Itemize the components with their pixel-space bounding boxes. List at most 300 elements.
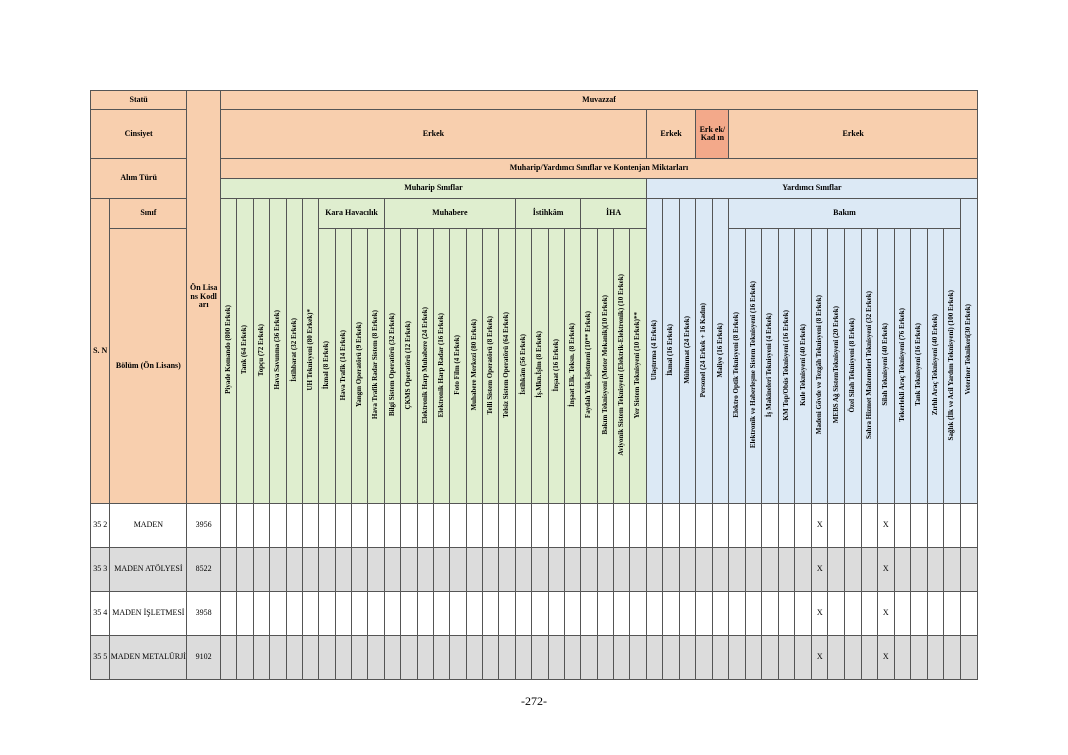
row-cell xyxy=(384,592,400,636)
recruitment-table xyxy=(90,90,978,680)
row-cell xyxy=(466,636,482,680)
row-cell xyxy=(679,592,696,636)
column-header-label: Muhabere Merkezi (80 Erkek) xyxy=(469,319,478,411)
row-cell xyxy=(597,636,613,680)
row-cell xyxy=(696,592,713,636)
column-header xyxy=(450,229,466,504)
row-cell xyxy=(417,636,433,680)
row-cell xyxy=(335,504,351,548)
muvazzaf-header: Muvazzaf xyxy=(221,91,978,110)
row-cell xyxy=(646,592,663,636)
row-cell xyxy=(696,636,713,680)
column-header-label: Veteriner Teknikeri(30 Erkek) xyxy=(964,304,973,396)
row-mark: X xyxy=(811,592,828,636)
row-cell xyxy=(515,592,531,636)
row-cell xyxy=(499,548,515,592)
column-header xyxy=(270,199,286,504)
row-cell xyxy=(696,548,713,592)
page-number: -272- xyxy=(521,694,547,708)
row-bolum: MADEN xyxy=(110,504,187,548)
row-cell xyxy=(368,548,384,592)
row-cell xyxy=(861,636,878,680)
row-cell xyxy=(237,548,253,592)
row-cell xyxy=(944,548,961,592)
column-header-label: İstihbarat (32 Erkek) xyxy=(289,317,298,382)
row-cell xyxy=(944,592,961,636)
sinif-label: Sınıf xyxy=(110,199,187,229)
row-cell xyxy=(433,548,449,592)
row-cell xyxy=(663,636,680,680)
row-cell xyxy=(630,548,646,592)
row-cell xyxy=(417,504,433,548)
column-header xyxy=(646,199,663,504)
column-header xyxy=(515,229,531,504)
row-cell xyxy=(548,548,564,592)
row-cell xyxy=(927,592,944,636)
column-header-label: Maliye (16 Erkek) xyxy=(715,322,724,378)
row-cell xyxy=(564,548,580,592)
muharip-siniflar-header: Muharip Sınıflar xyxy=(221,179,647,199)
row-cell xyxy=(302,592,318,636)
row-cell xyxy=(564,504,580,548)
column-header xyxy=(729,229,746,504)
column-header-label: Topçu (72 Erkek) xyxy=(256,323,265,376)
column-header xyxy=(401,229,417,504)
column-header xyxy=(712,199,729,504)
row-cell xyxy=(663,592,680,636)
row-cell xyxy=(237,636,253,680)
row-cell xyxy=(828,592,845,636)
column-header xyxy=(237,199,253,504)
column-header xyxy=(630,229,646,504)
row-cell xyxy=(614,636,630,680)
column-header-label: KM Top/Obüs Teknisyeni (16 Erkek) xyxy=(782,309,790,421)
row-cell xyxy=(663,504,680,548)
column-header-label: Yer Sistem Teknisyeni (10 Erkek)** xyxy=(633,311,642,419)
column-header-label: Ulaştırma (4 Erkek) xyxy=(649,319,658,380)
column-header-label: İkmal (16 Erkek) xyxy=(666,323,675,376)
row-cell xyxy=(253,504,269,548)
column-header xyxy=(352,229,368,504)
row-cell xyxy=(270,636,286,680)
row-cell xyxy=(401,592,417,636)
row-cell xyxy=(417,592,433,636)
column-header xyxy=(499,229,515,504)
row-cell xyxy=(253,592,269,636)
column-header xyxy=(663,199,680,504)
yardimci-siniflar-header: Yardımcı Sınıflar xyxy=(646,179,977,199)
column-header xyxy=(384,229,400,504)
row-cell xyxy=(483,504,499,548)
column-header-label: Bakım Teknisyeni (Motor Mekanik)(10 Erkek) xyxy=(600,295,609,435)
row-cell xyxy=(762,592,779,636)
column-header-label: İş Makineleri Teknisyeni (4 Erkek) xyxy=(765,312,774,417)
row-cell xyxy=(762,636,779,680)
row-cell xyxy=(532,504,548,548)
column-header-label: Tank (64 Erkek) xyxy=(240,325,249,375)
row-cell xyxy=(286,636,302,680)
column-header xyxy=(532,229,548,504)
column-header xyxy=(960,199,977,504)
row-mark: X xyxy=(878,504,895,548)
row-cell xyxy=(319,504,335,548)
row-cell xyxy=(630,504,646,548)
column-header-label: İkmal (8 Erkek) xyxy=(322,340,331,389)
row-cell xyxy=(646,504,663,548)
row-cell xyxy=(762,504,779,548)
row-cell xyxy=(564,636,580,680)
row-cell xyxy=(778,548,795,592)
row-cell xyxy=(401,504,417,548)
row-cell xyxy=(401,636,417,680)
row-cell xyxy=(368,504,384,548)
column-header-label: Kule Teknisyeni (40 Erkek) xyxy=(798,323,807,406)
row-cell xyxy=(795,636,812,680)
column-header-label: MEBS Ağ SistemTeknisyeni (20 Erkek) xyxy=(831,306,840,424)
table-row xyxy=(91,636,978,680)
row-cell xyxy=(729,504,746,548)
row-cell xyxy=(581,592,597,636)
row-cell xyxy=(499,504,515,548)
column-header-label: Özel Silah Teknisyeni (8 Erkek) xyxy=(848,317,857,413)
row-kod: 3958 xyxy=(187,592,221,636)
column-header xyxy=(597,229,613,504)
column-header xyxy=(795,229,812,504)
cinsiyet-erkek-1: Erkek xyxy=(221,110,647,159)
row-cell xyxy=(515,504,531,548)
row-cell xyxy=(417,548,433,592)
row-cell xyxy=(614,592,630,636)
muhabere-header: Muhabere xyxy=(384,199,515,229)
table-row xyxy=(91,548,978,592)
row-cell xyxy=(466,592,482,636)
row-cell xyxy=(762,548,779,592)
column-header-label: Yangın Operatörü (9 Erkek) xyxy=(355,322,364,408)
row-cell xyxy=(515,548,531,592)
row-cell xyxy=(597,548,613,592)
row-cell xyxy=(335,592,351,636)
row-cell xyxy=(729,592,746,636)
row-cell xyxy=(745,504,762,548)
bolum-header: Bölüm (Ön Lisans) xyxy=(110,229,187,504)
row-cell xyxy=(319,548,335,592)
row-cell xyxy=(302,548,318,592)
cinsiyet-label: Cinsiyet xyxy=(91,110,187,159)
row-bolum: MADEN ATÖLYESİ xyxy=(110,548,187,592)
column-header-label: Elektronik Harp Muhabere (24 Erkek) xyxy=(420,306,429,424)
row-cell xyxy=(646,548,663,592)
column-header xyxy=(811,229,828,504)
row-mark: X xyxy=(811,548,828,592)
row-mark: X xyxy=(878,592,895,636)
row-cell xyxy=(663,548,680,592)
row-cell xyxy=(483,548,499,592)
row-cell xyxy=(302,636,318,680)
row-cell xyxy=(483,636,499,680)
column-header-label: Aviyonik Sistem Teknisyeni (Elektrik-Elektronik) (10 Erkek) xyxy=(617,274,626,456)
row-cell xyxy=(795,548,812,592)
table-row xyxy=(91,592,978,636)
column-header xyxy=(564,229,580,504)
row-cell xyxy=(548,504,564,548)
row-cell xyxy=(861,548,878,592)
row-cell xyxy=(302,504,318,548)
row-kod: 9102 xyxy=(187,636,221,680)
column-header xyxy=(483,229,499,504)
row-cell xyxy=(894,592,911,636)
row-mark: X xyxy=(811,636,828,680)
row-cell xyxy=(352,548,368,592)
table-row xyxy=(91,504,978,548)
kara-havacilik-header: Kara Havacılık xyxy=(319,199,385,229)
row-cell xyxy=(384,548,400,592)
row-cell xyxy=(564,592,580,636)
row-cell xyxy=(927,636,944,680)
row-cell xyxy=(944,636,961,680)
column-header xyxy=(844,229,861,504)
column-header xyxy=(548,229,564,504)
column-header xyxy=(302,199,318,504)
row-cell xyxy=(433,636,449,680)
row-cell xyxy=(729,548,746,592)
row-cell xyxy=(581,504,597,548)
row-cell xyxy=(795,504,812,548)
column-header-label: Sahra Hizmet Malzemeleri Teknisyeni (32 Erkek) xyxy=(864,290,873,439)
column-header xyxy=(581,229,597,504)
row-cell xyxy=(828,504,845,548)
row-bolum: MADEN İŞLETMESİ xyxy=(110,592,187,636)
row-cell xyxy=(433,592,449,636)
row-cell xyxy=(795,592,812,636)
row-cell xyxy=(960,548,977,592)
column-header-label: Piyade Komando (800 Erkek) xyxy=(224,305,233,395)
column-header xyxy=(253,199,269,504)
row-cell xyxy=(450,504,466,548)
row-cell xyxy=(861,504,878,548)
row-cell xyxy=(515,636,531,680)
row-cell xyxy=(450,548,466,592)
column-header-label: Foto Film (4 Erkek) xyxy=(453,334,462,395)
column-header-label: Madeni Gövde ve Tezgâh Teknisyeni (8 Erkek) xyxy=(815,295,824,435)
row-sn: 35 2 xyxy=(91,504,110,548)
statu-label: Statü xyxy=(91,91,187,110)
column-header xyxy=(745,229,762,504)
row-cell xyxy=(532,636,548,680)
column-header xyxy=(221,199,237,504)
cinsiyet-erkek-3: Erkek xyxy=(729,110,978,159)
row-cell xyxy=(335,548,351,592)
row-mark: X xyxy=(878,636,895,680)
row-cell xyxy=(319,592,335,636)
row-cell xyxy=(646,636,663,680)
row-cell xyxy=(237,592,253,636)
row-cell xyxy=(927,548,944,592)
row-cell xyxy=(614,504,630,548)
row-cell xyxy=(894,548,911,592)
row-kod: 3956 xyxy=(187,504,221,548)
row-cell xyxy=(450,636,466,680)
row-mark: X xyxy=(878,548,895,592)
column-header-label: UH Teknisyeni (80 Erkek)* xyxy=(305,309,314,391)
column-header xyxy=(466,229,482,504)
row-cell xyxy=(745,548,762,592)
row-cell xyxy=(944,504,961,548)
row-cell xyxy=(861,592,878,636)
column-header xyxy=(433,229,449,504)
row-cell xyxy=(696,504,713,548)
row-sn: 35 4 xyxy=(91,592,110,636)
row-cell xyxy=(433,504,449,548)
column-header-label: Telli Sistem Operatörü (8 Erkek) xyxy=(486,315,495,415)
row-cell xyxy=(466,504,482,548)
column-header-label: Zırhlı Araç Teknisyeni (40 Erkek) xyxy=(930,314,939,416)
column-header xyxy=(828,229,845,504)
row-cell xyxy=(286,548,302,592)
column-header xyxy=(286,199,302,504)
row-cell xyxy=(270,592,286,636)
row-cell xyxy=(960,504,977,548)
alim-turu-label: Alım Türü xyxy=(91,159,187,199)
column-header-label: Tekerlekli Araç Teknisyeni (76 Erkek) xyxy=(897,307,906,422)
row-cell xyxy=(237,504,253,548)
column-header-label: Faydalı Yük İşletmeni (10** Erkek) xyxy=(584,311,593,419)
row-cell xyxy=(352,636,368,680)
column-header xyxy=(894,229,911,504)
column-header xyxy=(911,229,928,504)
row-cell xyxy=(221,592,237,636)
row-cell xyxy=(597,592,613,636)
row-cell xyxy=(911,592,928,636)
column-header xyxy=(335,229,351,504)
column-header-label: Sağlık (İlk ve Acil Yardım Teknisyeni) (100 Erkek) xyxy=(947,289,956,441)
column-header xyxy=(861,229,878,504)
row-cell xyxy=(253,636,269,680)
istihkam-header: İstihkâm xyxy=(515,199,581,229)
row-cell xyxy=(844,636,861,680)
row-cell xyxy=(319,636,335,680)
row-cell xyxy=(352,504,368,548)
column-header-label: Tank Teknisyeni (16 Erkek) xyxy=(914,323,923,407)
row-cell xyxy=(960,636,977,680)
column-header xyxy=(614,229,630,504)
row-mark: X xyxy=(811,504,828,548)
row-cell xyxy=(270,504,286,548)
row-cell xyxy=(253,548,269,592)
row-cell xyxy=(894,636,911,680)
column-header xyxy=(927,229,944,504)
row-cell xyxy=(483,592,499,636)
row-cell xyxy=(221,548,237,592)
row-cell xyxy=(499,592,515,636)
column-header-label: İnşaat (16 Erkek) xyxy=(551,338,560,392)
row-cell xyxy=(712,504,729,548)
row-cell xyxy=(960,592,977,636)
row-cell xyxy=(335,636,351,680)
cinsiyet-erkek-kadin: Erk ek/ Kad ın xyxy=(696,110,729,159)
row-cell xyxy=(679,548,696,592)
row-cell xyxy=(927,504,944,548)
column-header-label: İş.Mkn.İşlm (8 Erkek) xyxy=(535,331,544,399)
row-cell xyxy=(745,636,762,680)
column-header-label: Mühimmat (24 Erkek) xyxy=(682,315,691,384)
row-cell xyxy=(911,636,928,680)
row-cell xyxy=(597,504,613,548)
row-cell xyxy=(270,548,286,592)
column-header-label: Bilgi Sistem Operatörü (32 Erkek) xyxy=(387,313,396,417)
row-cell xyxy=(630,592,646,636)
row-cell xyxy=(844,548,861,592)
row-cell xyxy=(894,504,911,548)
row-kod: 8522 xyxy=(187,548,221,592)
iha-header: İHA xyxy=(581,199,647,229)
row-cell xyxy=(729,636,746,680)
row-cell xyxy=(911,548,928,592)
muharip-yardimci-header: Muharip/Yardımcı Sınıflar ve Kontenjan Miktarları xyxy=(221,159,978,179)
column-header-label: Telsiz Sistem Operatörü (64 Erkek) xyxy=(502,311,511,418)
row-cell xyxy=(286,504,302,548)
row-sn: 35 3 xyxy=(91,548,110,592)
row-cell xyxy=(712,636,729,680)
row-cell xyxy=(401,548,417,592)
column-header-label: Silah Teknisyeni (40 Erkek) xyxy=(881,323,890,407)
sn-header: S. N xyxy=(91,199,110,504)
row-cell xyxy=(778,592,795,636)
row-cell xyxy=(614,548,630,592)
row-cell xyxy=(844,504,861,548)
row-cell xyxy=(532,548,548,592)
row-sn: 35 5 xyxy=(91,636,110,680)
row-cell xyxy=(581,636,597,680)
row-cell xyxy=(532,592,548,636)
row-cell xyxy=(712,548,729,592)
column-header-label: Elektronik Harp Radar (16 Erkek) xyxy=(436,312,445,417)
row-cell xyxy=(911,504,928,548)
row-cell xyxy=(712,592,729,636)
column-header-label: Hava Savunma (36 Erkek) xyxy=(273,310,282,390)
column-header xyxy=(679,199,696,504)
column-header xyxy=(944,229,961,504)
on-lisans-kodlari-header: Ön Lisa ns Kodl arı xyxy=(187,91,221,504)
row-cell xyxy=(368,592,384,636)
row-cell xyxy=(450,592,466,636)
row-cell xyxy=(778,504,795,548)
row-bolum: MADEN METALÜRJİ xyxy=(110,636,187,680)
column-header-label: Personel (24 Erkek + 16 Kadın) xyxy=(699,302,708,397)
row-cell xyxy=(548,636,564,680)
column-header-label: ÇKMS Operatörü (12 Erkek) xyxy=(404,320,413,410)
column-header-label: Elektro Optik Teknisyeni (8 Erkek) xyxy=(732,311,741,418)
column-header xyxy=(878,229,895,504)
column-header xyxy=(778,229,795,504)
column-header-label: İstihkâm (56 Erkek) xyxy=(518,334,527,396)
column-header-label: Hava Trafik Radar Sistem (8 Erkek) xyxy=(371,310,380,420)
row-cell xyxy=(384,636,400,680)
row-cell xyxy=(221,504,237,548)
row-cell xyxy=(466,548,482,592)
column-header xyxy=(696,199,713,504)
row-cell xyxy=(368,636,384,680)
row-cell xyxy=(828,636,845,680)
row-cell xyxy=(745,592,762,636)
column-header-label: Hava Trafik (14 Erkek) xyxy=(338,329,347,400)
bakim-header: Bakım xyxy=(729,199,960,229)
column-header xyxy=(762,229,779,504)
row-cell xyxy=(679,636,696,680)
column-header xyxy=(368,229,384,504)
column-header xyxy=(417,229,433,504)
column-header-label: İnşaat Elk. Teksn. (8 Erkek) xyxy=(567,322,576,407)
row-cell xyxy=(384,504,400,548)
